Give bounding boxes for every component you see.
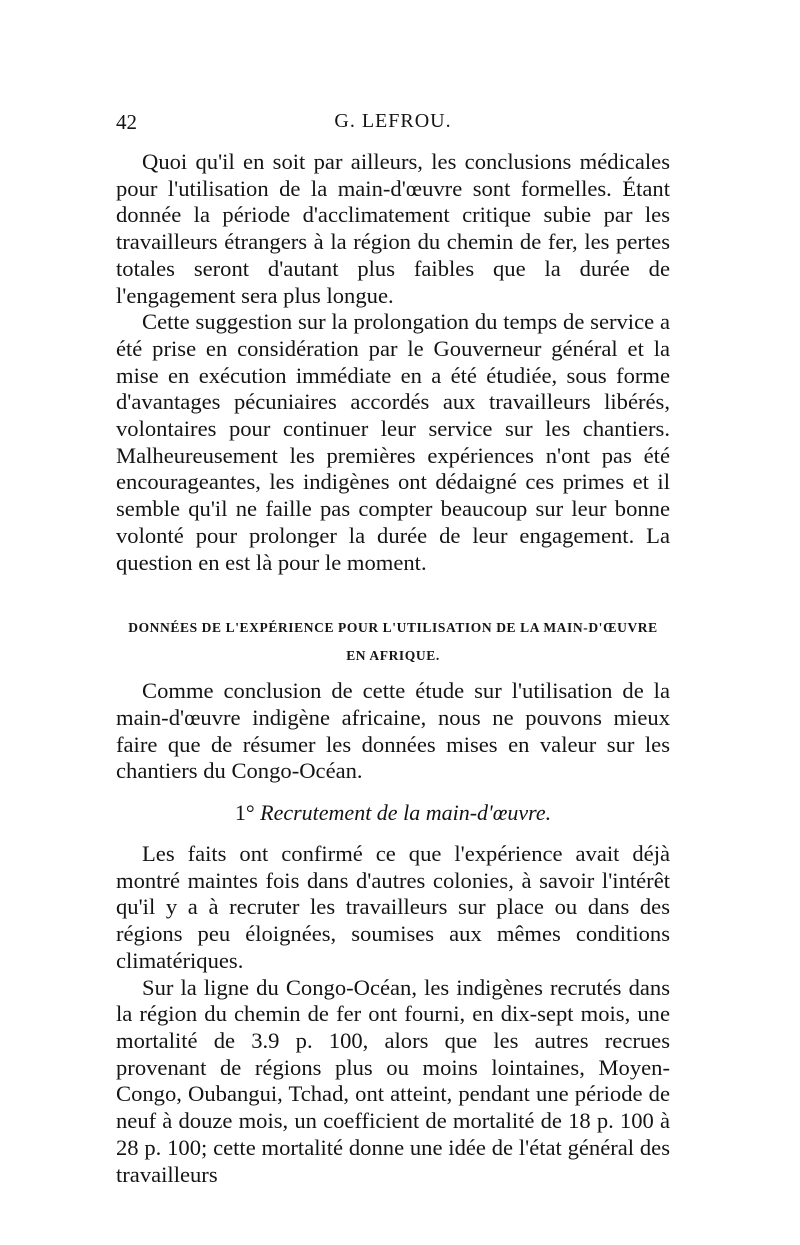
paragraph: Quoi qu'il en soit par ailleurs, les conclusions médicales pour l'utilisation de la main-d'œuvre sont formelles. Étant donnée la période d'acclimatement critique subie par les travailleurs étrangers à la région du chemin de fer, les pertes totales seront d'autant plus faibles que la durée de l'engagement sera plus longue. [116, 149, 670, 308]
page-number: 42 [116, 110, 137, 134]
subsection-heading [116, 799, 670, 827]
paragraph: Cette suggestion sur la prolongation du temps de service a été prise en considération par le Gouverneur général et la mise en exécution immédiate en a été étudiée, sous forme d'avantages pécuniaires accordés aux travailleurs libérés, volontaires pour continuer leur service sur les chantiers. Malheureusement les premières expériences n'ont pas été encourageantes, les indigènes ont dédaigné ces primes et il semble qu'il ne faille pas compter beaucoup sur leur bonne volonté pour prolonger la durée de leur engagement. La question en est là pour le moment. [116, 309, 670, 575]
section-heading [116, 614, 670, 670]
page-body [116, 149, 670, 1188]
paragraph: Sur la ligne du Congo-Océan, les indigènes recrutés dans la région du chemin de fer ont fourni, en dix-sept mois, une mortalité de 3.9 p. 100, alors que les autres recrues provenant de régions plus ou moins lointaines, Moyen-Congo, Oubangui, Tchad, ont atteint, pendant une période de neuf à douze mois, un coefficient de mortalité de 18 p. 100 à 28 p. 100; cette mortalité donne une idée de l'état général des travailleurs [116, 974, 670, 1187]
running-head: G. LEFROU. [334, 110, 452, 132]
subsection-title: Recrutement de la main-d'œuvre. [260, 800, 552, 826]
section-heading-line1: DONNÉES DE L'EXPÉRIENCE POUR L'UTILISATION DE LA MAIN-D'ŒUVRE [128, 620, 658, 636]
page-header [116, 110, 670, 140]
section-intro-paragraph: Comme conclusion de cette étude sur l'utilisation de la main-d'œuvre indigène africaine, nous ne pouvons mieux faire que de résumer les données mises en valeur sur les chantiers du Congo-Océan. [116, 678, 670, 784]
subsection-number: 1° [234, 800, 255, 826]
paragraph: Les faits ont confirmé ce que l'expérience avait déjà montré maintes fois dans d'autres colonies, à savoir l'intérêt qu'il y a à recruter les travailleurs sur place ou dans des régions peu éloignées, soumises aux mêmes conditions climatériques. [116, 841, 670, 973]
section-heading-line2: EN AFRIQUE. [346, 648, 440, 664]
